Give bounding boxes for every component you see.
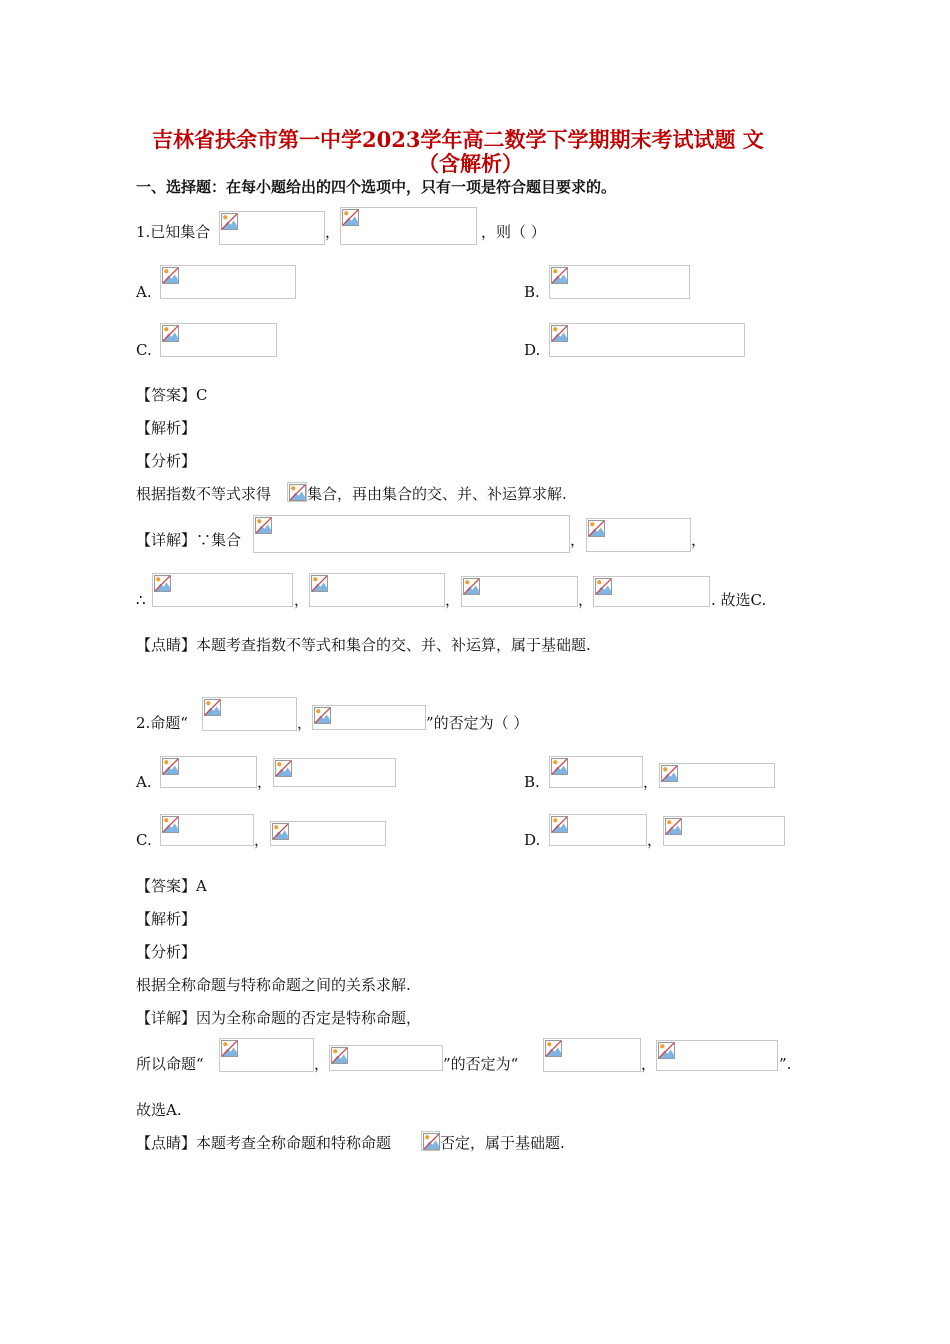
formula-image bbox=[549, 265, 690, 299]
q1-comma: ， bbox=[325, 223, 341, 241]
formula-image bbox=[593, 576, 710, 607]
q1-detail-prefix: 【详解】∵集合 bbox=[136, 531, 242, 549]
q2-so-end: ”. bbox=[779, 1055, 792, 1073]
q1-option-b-label: B. bbox=[524, 283, 540, 301]
q2-stem-prefix: 2.命题“ bbox=[136, 714, 188, 732]
q2-option-c-label: C. bbox=[136, 831, 152, 849]
formula-image bbox=[549, 323, 745, 357]
q2-option-b-label: B. bbox=[524, 773, 540, 791]
formula-image bbox=[340, 207, 477, 245]
formula-image bbox=[273, 758, 396, 787]
broken-image-icon bbox=[162, 267, 179, 284]
q2-so-comma: ， bbox=[641, 1055, 657, 1073]
q2-stem-suffix: ”的否定为（ ） bbox=[426, 714, 529, 732]
q2-option-d-label: D. bbox=[524, 831, 541, 849]
formula-image bbox=[549, 814, 647, 846]
formula-image bbox=[202, 697, 297, 731]
formula-image bbox=[270, 821, 386, 846]
document-title: 吉林省扶余市第一中学2023学年高二数学下学期期末考试试题 文 bbox=[152, 127, 764, 152]
broken-image-icon bbox=[311, 575, 328, 592]
formula-image bbox=[160, 756, 257, 788]
q1-conclusion: . 故选C. bbox=[711, 591, 767, 609]
formula-image bbox=[219, 1038, 314, 1072]
broken-image-icon bbox=[162, 325, 179, 342]
broken-image-icon bbox=[551, 758, 568, 775]
formula-image bbox=[309, 573, 445, 607]
formula-image bbox=[219, 211, 325, 245]
broken-image-icon bbox=[551, 325, 568, 342]
q2-answer: 【答案】A bbox=[136, 877, 207, 895]
q2-so-comma: ， bbox=[314, 1055, 330, 1073]
q2-option-comma: ， bbox=[254, 831, 270, 849]
broken-image-icon bbox=[314, 707, 331, 724]
q2-note-b: 否定，属于基础题. bbox=[440, 1134, 565, 1152]
q1-answer: 【答案】C bbox=[136, 386, 208, 404]
q1-comma: ， bbox=[445, 591, 461, 609]
q2-detail: 【详解】因为全称命题的否定是特称命题， bbox=[136, 1009, 422, 1027]
broken-image-icon bbox=[275, 760, 292, 777]
broken-image-icon bbox=[289, 484, 306, 501]
broken-image-icon bbox=[658, 1042, 675, 1059]
broken-image-icon bbox=[665, 818, 682, 835]
formula-image bbox=[160, 265, 296, 299]
broken-image-icon bbox=[463, 578, 480, 595]
formula-image bbox=[549, 756, 643, 788]
formula-image bbox=[152, 573, 293, 607]
q2-option-comma: ， bbox=[257, 773, 273, 791]
broken-image-icon bbox=[661, 765, 678, 782]
formula-image bbox=[656, 1040, 778, 1071]
q1-stem-prefix: 1.已知集合 bbox=[136, 223, 211, 241]
formula-image bbox=[461, 576, 578, 607]
q2-comma: ， bbox=[297, 714, 313, 732]
q1-fenxi: 【分析】 bbox=[136, 452, 197, 470]
q2-fenxi: 【分析】 bbox=[136, 943, 197, 961]
formula-image bbox=[659, 763, 775, 788]
broken-image-icon bbox=[551, 816, 568, 833]
q1-stem-suffix: ，则（ ） bbox=[481, 223, 546, 241]
broken-image-icon bbox=[423, 1133, 440, 1150]
q1-jiexi: 【解析】 bbox=[136, 419, 197, 437]
broken-image-icon bbox=[162, 816, 179, 833]
q1-analysis-a: 根据指数不等式求得 bbox=[136, 485, 272, 503]
section-heading: 一、选择题：在每小题给出的四个选项中，只有一项是符合题目要求的。 bbox=[136, 178, 617, 196]
broken-image-icon bbox=[551, 267, 568, 284]
formula-image bbox=[586, 518, 691, 552]
q2-option-comma: ， bbox=[643, 773, 659, 791]
q1-note: 【点睛】本题考查指数不等式和集合的交、并、补运算，属于基础题. bbox=[136, 636, 591, 654]
broken-image-icon bbox=[342, 209, 359, 226]
broken-image-icon bbox=[255, 517, 272, 534]
q2-option-comma: ， bbox=[647, 831, 663, 849]
formula-image bbox=[160, 323, 277, 357]
formula-image bbox=[543, 1038, 641, 1072]
q1-analysis-b: 集合，再由集合的交、并、补运算求解. bbox=[307, 485, 567, 503]
broken-image-icon bbox=[545, 1040, 562, 1057]
broken-image-icon bbox=[154, 575, 171, 592]
q2-so-mid: ”的否定为“ bbox=[443, 1055, 519, 1073]
q1-detail-comma: ， bbox=[691, 531, 707, 549]
q1-detail-comma: ， bbox=[570, 531, 586, 549]
formula-image bbox=[160, 814, 254, 846]
q1-comma: ， bbox=[578, 591, 594, 609]
formula-image bbox=[312, 705, 426, 730]
broken-image-icon bbox=[272, 823, 289, 840]
formula-image bbox=[253, 515, 570, 553]
q1-option-a-label: A. bbox=[136, 283, 152, 301]
formula-image bbox=[663, 816, 785, 846]
broken-image-icon bbox=[221, 213, 238, 230]
q2-analysis: 根据全称命题与特称命题之间的关系求解. bbox=[136, 976, 411, 994]
q2-choose: 故选A. bbox=[136, 1101, 182, 1119]
q2-option-a-label: A. bbox=[136, 773, 152, 791]
q1-therefore: ∴ bbox=[136, 591, 146, 609]
broken-image-icon bbox=[204, 699, 221, 716]
formula-image bbox=[329, 1045, 443, 1071]
broken-image-icon bbox=[331, 1047, 348, 1064]
document-title-line2: （含解析） bbox=[418, 151, 523, 176]
q2-so-prefix: 所以命题“ bbox=[136, 1055, 204, 1073]
q1-option-c-label: C. bbox=[136, 341, 152, 359]
broken-image-icon bbox=[221, 1040, 238, 1057]
broken-image-icon bbox=[595, 578, 612, 595]
broken-image-icon bbox=[588, 520, 605, 537]
broken-image-icon bbox=[162, 758, 179, 775]
formula-image bbox=[421, 1131, 440, 1151]
q1-option-d-label: D. bbox=[524, 341, 541, 359]
formula-image bbox=[287, 482, 307, 502]
q2-note-a: 【点睛】本题考查全称命题和特称命题 bbox=[136, 1134, 392, 1152]
q1-comma: ， bbox=[294, 591, 310, 609]
q2-jiexi: 【解析】 bbox=[136, 910, 197, 928]
